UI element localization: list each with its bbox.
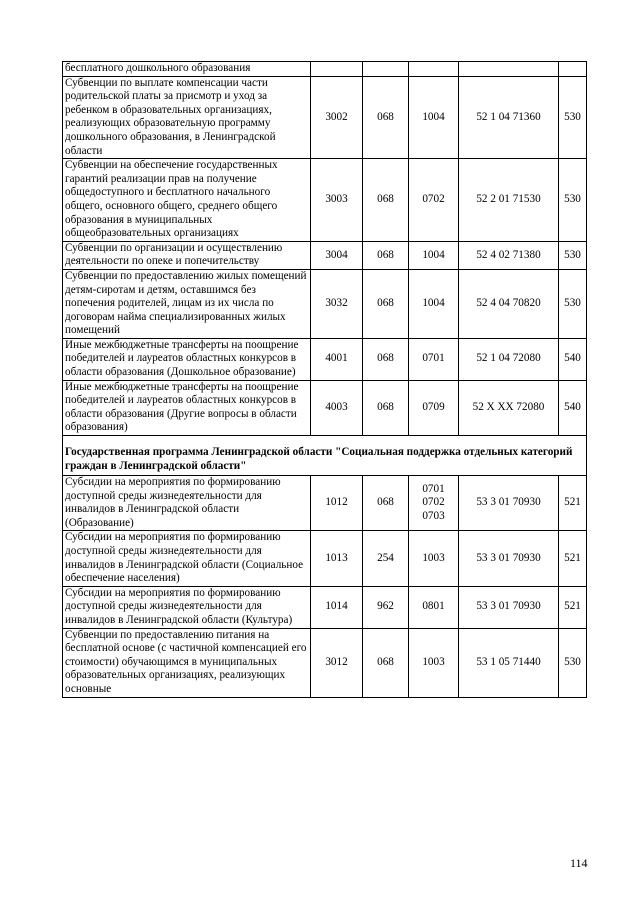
row-expense-type: 521 bbox=[559, 586, 587, 628]
row-ministry-code: 254 bbox=[363, 531, 409, 586]
table-body-education bbox=[63, 62, 587, 436]
table-row bbox=[63, 159, 587, 242]
row-section-code: 1003 bbox=[409, 628, 459, 697]
row-ministry-code: 068 bbox=[363, 241, 409, 269]
row-section-code: 1004 bbox=[409, 269, 459, 338]
row-section-code: 0702 bbox=[409, 159, 459, 242]
row-section-code: 0701 0702 0703 bbox=[409, 476, 459, 531]
row-expense-type: 521 bbox=[559, 476, 587, 531]
table-row bbox=[63, 338, 587, 380]
row-description: Иные межбюджетные трансферты на поощрение победителей и лауреатов областных конкурсов в области образования (Другие вопросы в области образования) bbox=[63, 380, 311, 435]
row-ministry-code: 068 bbox=[363, 159, 409, 242]
table-row bbox=[63, 76, 587, 159]
row-target-article: 52 1 04 72080 bbox=[459, 338, 559, 380]
row-code: 3004 bbox=[311, 241, 363, 269]
table-row bbox=[63, 62, 587, 77]
row-target-article: 53 1 05 71440 bbox=[459, 628, 559, 697]
row-code: 3012 bbox=[311, 628, 363, 697]
row-expense-type: 540 bbox=[559, 338, 587, 380]
row-expense-type: 540 bbox=[559, 380, 587, 435]
row-code: 1013 bbox=[311, 531, 363, 586]
row-expense-type: 530 bbox=[559, 269, 587, 338]
table-row bbox=[63, 531, 587, 586]
row-target-article: 52 4 04 70820 bbox=[459, 269, 559, 338]
row-expense-type bbox=[559, 62, 587, 77]
row-description: Иные межбюджетные трансферты на поощрение победителей и лауреатов областных конкурсов в области образования (Дошкольное образование) bbox=[63, 338, 311, 380]
row-ministry-code bbox=[363, 62, 409, 77]
row-expense-type: 530 bbox=[559, 628, 587, 697]
table-row bbox=[63, 476, 587, 531]
row-section-code: 0801 bbox=[409, 586, 459, 628]
row-expense-type: 530 bbox=[559, 76, 587, 159]
row-description: Субвенции по выплате компенсации части родительской платы за присмотр и уход за ребенком в образовательных организациях, реализующих образовательную программу дошкольного образования, в Ленинградской области bbox=[63, 76, 311, 159]
row-code: 4001 bbox=[311, 338, 363, 380]
row-ministry-code: 068 bbox=[363, 380, 409, 435]
row-section-code: 1003 bbox=[409, 531, 459, 586]
row-description: Субсидии на мероприятия по формированию доступной среды жизнедеятельности для инвалидов в Ленинградской области (Культура) bbox=[63, 586, 311, 628]
row-expense-type: 521 bbox=[559, 531, 587, 586]
row-section-code: 1004 bbox=[409, 241, 459, 269]
table-body-social-support bbox=[63, 476, 587, 698]
row-description: Субсидии на мероприятия по формированию доступной среды жизнедеятельности для инвалидов в Ленинградской области (Образование) bbox=[63, 476, 311, 531]
row-ministry-code: 068 bbox=[363, 76, 409, 159]
row-code bbox=[311, 62, 363, 77]
row-section-code bbox=[409, 62, 459, 77]
row-description: Субвенции по предоставлению жилых помещений детям-сиротам и детям, оставшимся без попечения родителей, лицам из их числа по договорам найма специализированных жилых помещений bbox=[63, 269, 311, 338]
table-body-program-heading bbox=[63, 436, 587, 476]
row-code: 3032 bbox=[311, 269, 363, 338]
row-section-code: 0701 bbox=[409, 338, 459, 380]
table-row bbox=[63, 380, 587, 435]
row-code: 3003 bbox=[311, 159, 363, 242]
budget-table bbox=[62, 61, 587, 698]
row-code: 3002 bbox=[311, 76, 363, 159]
row-target-article: 53 3 01 70930 bbox=[459, 586, 559, 628]
row-description: Субвенции по предоставлению питания на бесплатной основе (с частичной компенсацией его стоимости) обучающимся в муниципальных образовательных организациях, реализующих основные bbox=[63, 628, 311, 697]
row-section-code: 0709 bbox=[409, 380, 459, 435]
row-section-code: 1004 bbox=[409, 76, 459, 159]
row-target-article bbox=[459, 62, 559, 77]
row-description: бесплатного дошкольного образования bbox=[63, 62, 311, 77]
table-row bbox=[63, 628, 587, 697]
row-ministry-code: 068 bbox=[363, 476, 409, 531]
row-target-article: 53 3 01 70930 bbox=[459, 531, 559, 586]
row-target-article: 53 3 01 70930 bbox=[459, 476, 559, 531]
row-ministry-code: 068 bbox=[363, 628, 409, 697]
program-heading-row bbox=[63, 436, 587, 476]
row-ministry-code: 962 bbox=[363, 586, 409, 628]
table-row bbox=[63, 269, 587, 338]
row-target-article: 52 1 04 71360 bbox=[459, 76, 559, 159]
row-target-article: 52 X XX 72080 bbox=[459, 380, 559, 435]
row-target-article: 52 4 02 71380 bbox=[459, 241, 559, 269]
row-target-article: 52 2 01 71530 bbox=[459, 159, 559, 242]
row-ministry-code: 068 bbox=[363, 269, 409, 338]
row-code: 1014 bbox=[311, 586, 363, 628]
table-row bbox=[63, 586, 587, 628]
row-expense-type: 530 bbox=[559, 241, 587, 269]
row-description: Субвенции на обеспечение государственных гарантий реализации прав на получение общедоступного и бесплатного начального общего, основного общего, среднего общего образования в муниципальных общеобразовательных организациях bbox=[63, 159, 311, 242]
row-expense-type: 530 bbox=[559, 159, 587, 242]
page-number: 114 bbox=[570, 856, 588, 870]
row-code: 1012 bbox=[311, 476, 363, 531]
row-ministry-code: 068 bbox=[363, 338, 409, 380]
row-description: Субвенции по организации и осуществлению деятельности по опеке и попечительству bbox=[63, 241, 311, 269]
table-row bbox=[63, 241, 587, 269]
row-description: Субсидии на мероприятия по формированию доступной среды жизнедеятельности для инвалидов в Ленинградской области (Социальное обеспечение населения) bbox=[63, 531, 311, 586]
row-code: 4003 bbox=[311, 380, 363, 435]
program-heading: Государственная программа Ленинградской области "Социальная поддержка отдельных категорий граждан в Ленинградской области" bbox=[63, 436, 587, 476]
